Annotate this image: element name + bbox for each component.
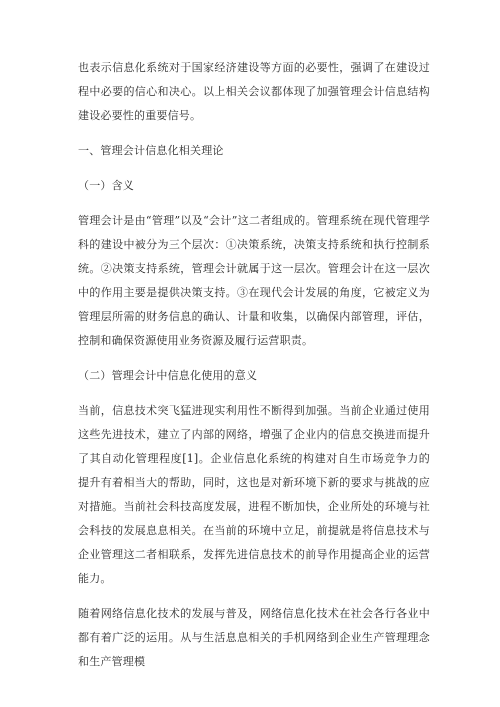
subsection-heading-1: （一）含义 — [78, 179, 134, 192]
paragraph-network-tech: 随着网络信息化技术的发展与普及，网络信息化技术在社会各行各业中都有着广泛的运用。从与生活息息相关的手机网络到企业生产管理理念和生产管理模 — [78, 607, 430, 668]
paragraph-definition: 管理会计是由“管理”以及“会计”这二者组成的。管理系统在现代管理学科的建设中被分为三个层次：①决策系统，决策支持系统和执行控制系统。②决策支持系统，管理会计就属于这一层次。管理会计在这一层次中的作用主要是提供决策支持。③在现代会计发展的角度，它被定义为管理层所需的财务信息的确认、计量和收集，以确保内部管理，评估，控制和确保资源使用业务资源及履行运营职责。 — [78, 214, 430, 347]
section-heading-1: 一、管理会计信息化相关理论 — [78, 144, 224, 157]
paragraph-intro: 也表示信息化系统对于国家经济建设等方面的必要性，强调了在建设过程中必要的信心和决心。以上相关会议都体现了加强管理会计信息结构建设必要性的重要信号。 — [78, 61, 430, 122]
subsection-heading-2: （二）管理会计中信息化使用的意义 — [78, 369, 258, 382]
paragraph-significance: 当前，信息技术突飞猛进现实利用性不断得到加强。当前企业通过使用这些先进技术，建立了内部的网络，增强了企业内的信息交换进而提升了其自动化管理程度[1]。企业信息化系统的构建对自生市场竞争力的提升有着相当大的帮助，同时，这也是对新环境下新的要求与挑战的应对措施。当前社会科技高度发展，进程不断加快，企业所处的环境与社会科技的发展息息相关。在当前的环境中立足，前提就是将信息技术与企业管理这二者相联系，发挥先进信息技术的前导作用提高企业的运营能力。 — [78, 404, 430, 585]
document-body — [78, 56, 430, 674]
